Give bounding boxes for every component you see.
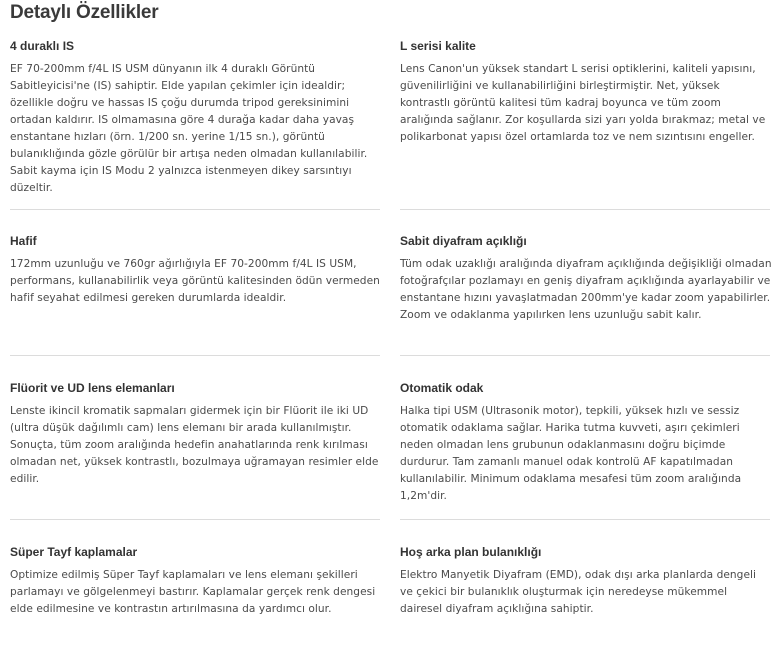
feature-fluorite-ud-elements [10,381,382,488]
feature-constant-aperture [400,234,772,324]
feature-text: EF 70-200mm f/4L IS USM dünyanın ilk 4 duraklı Görüntü Sabitleyicisi'ne (IS) sahiptir. Elde yapılan çekimler için idealdir; özellikle doğru ve hassas IS çoğu durumda tripod gereksinimini ortadan kaldırır. IS olmamasına göre 4 durağa kadar daha yavaş enstantane hızları (örn. 1/200 sn. yerine 1/15 sn.), görüntü bulanıklığında gözle görülür bir artışa neden olmadan kullanılabilir. Sabit kayma için IS Modu 2 yalnızca istenmeyen dikey sarsıntıyı düzeltir. [10,63,368,194]
feature-text: Tüm odak uzaklığı aralığında diyafram açıklığında değişikliği olmadan fotoğrafçılar pozlamayı en geniş diyafram açıklığında ayarlayabilir ve enstantane hızını yavaşlatmadan 200mm'ye kadar zoom yapabilirler. Zoom ve odaklanma yapılırken lens uzunluğu sabit kalır. [400,258,772,321]
divider [10,209,380,210]
divider [10,519,380,520]
feature-title: Sabit diyafram açıklığı [400,234,527,248]
feature-text: Lens Canon'un yüksek standart L serisi optiklerini, kaliteli yapısını, güvenilirliğini ve kullanabilirliğini birleştirmiştir. Net, yüksek kontrastlı görüntü kalitesi tüm kadraj boyunca ve tüm zoom aralığında sağlanır. Zor koşullarda sizi yarı yolda bırakmaz; metal ve polikarbonat yapısı özel ortamlarda toz ve nem sızıntısını engeller. [400,63,766,143]
feature-title: Otomatik odak [400,381,484,395]
divider [400,209,770,210]
feature-4-stop-is [10,39,382,197]
page-title: Detaylı Özellikler [10,2,159,23]
feature-title: L serisi kalite [400,39,476,53]
feature-autofocus [400,381,772,505]
feature-title: Süper Tayf kaplamalar [10,545,138,559]
feature-text: Optimize edilmiş Süper Tayf kaplamaları ve lens elemanı şekilleri parlamayı ve gölgelenmeyi bastırır. Kaplamalar gerçek renk dengesi elde edilmesine ve kontrastın artırılmasına da yardımcı olur. [10,569,376,615]
divider [10,355,380,356]
feature-title: Hafif [10,234,37,248]
feature-text: Halka tipi USM (Ultrasonik motor), tepkili, yüksek hızlı ve sessiz otomatik odaklama sağlar. Harika tutma kuvveti, aşırı çekimleri neden olmadan lens grubunun odaklanmasını doğru biçimde durdurur. Tam zamanlı manuel odak kontrolü AF kapatılmadan kullanılabilir. Minimum odaklama mesafesi tüm zoom aralığında 1,2m'dir. [400,405,742,502]
divider [400,519,770,520]
feature-background-blur [400,545,772,618]
feature-title: Hoş arka plan bulanıklığı [400,545,542,559]
divider [400,355,770,356]
feature-lightweight [10,234,382,307]
feature-title: 4 duraklı IS [10,39,75,53]
feature-text: Elektro Manyetik Diyafram (EMD), odak dışı arka planlarda dengeli ve çekici bir bulanıklık oluşturmak için neredeyse mükemmel dairesel diyafram açıklığına sahiptir. [400,569,757,615]
feature-text: 172mm uzunluğu ve 760gr ağırlığıyla EF 70-200mm f/4L IS USM, performans, kullanabilirlik veya görüntü kalitesinden ödün vermeden hafif seyahat edilmesi gereken durumlarda idealdir. [10,258,380,304]
feature-l-series-quality [400,39,772,146]
feature-title: Flüorit ve UD lens elemanları [10,381,175,395]
feature-text: Lenste ikincil kromatik sapmaları gidermek için bir Flüorit ile iki UD (ultra düşük dağılımlı cam) lens elemanı bir arada kullanılmıştır. Sonuçta, tüm zoom aralığında hedefin anahatlarında renk kırılması olmadan net, yüksek kontrastlı, bozulmaya uğramayan resimler elde edilir. [10,405,379,485]
feature-super-spectra-coatings [10,545,382,618]
